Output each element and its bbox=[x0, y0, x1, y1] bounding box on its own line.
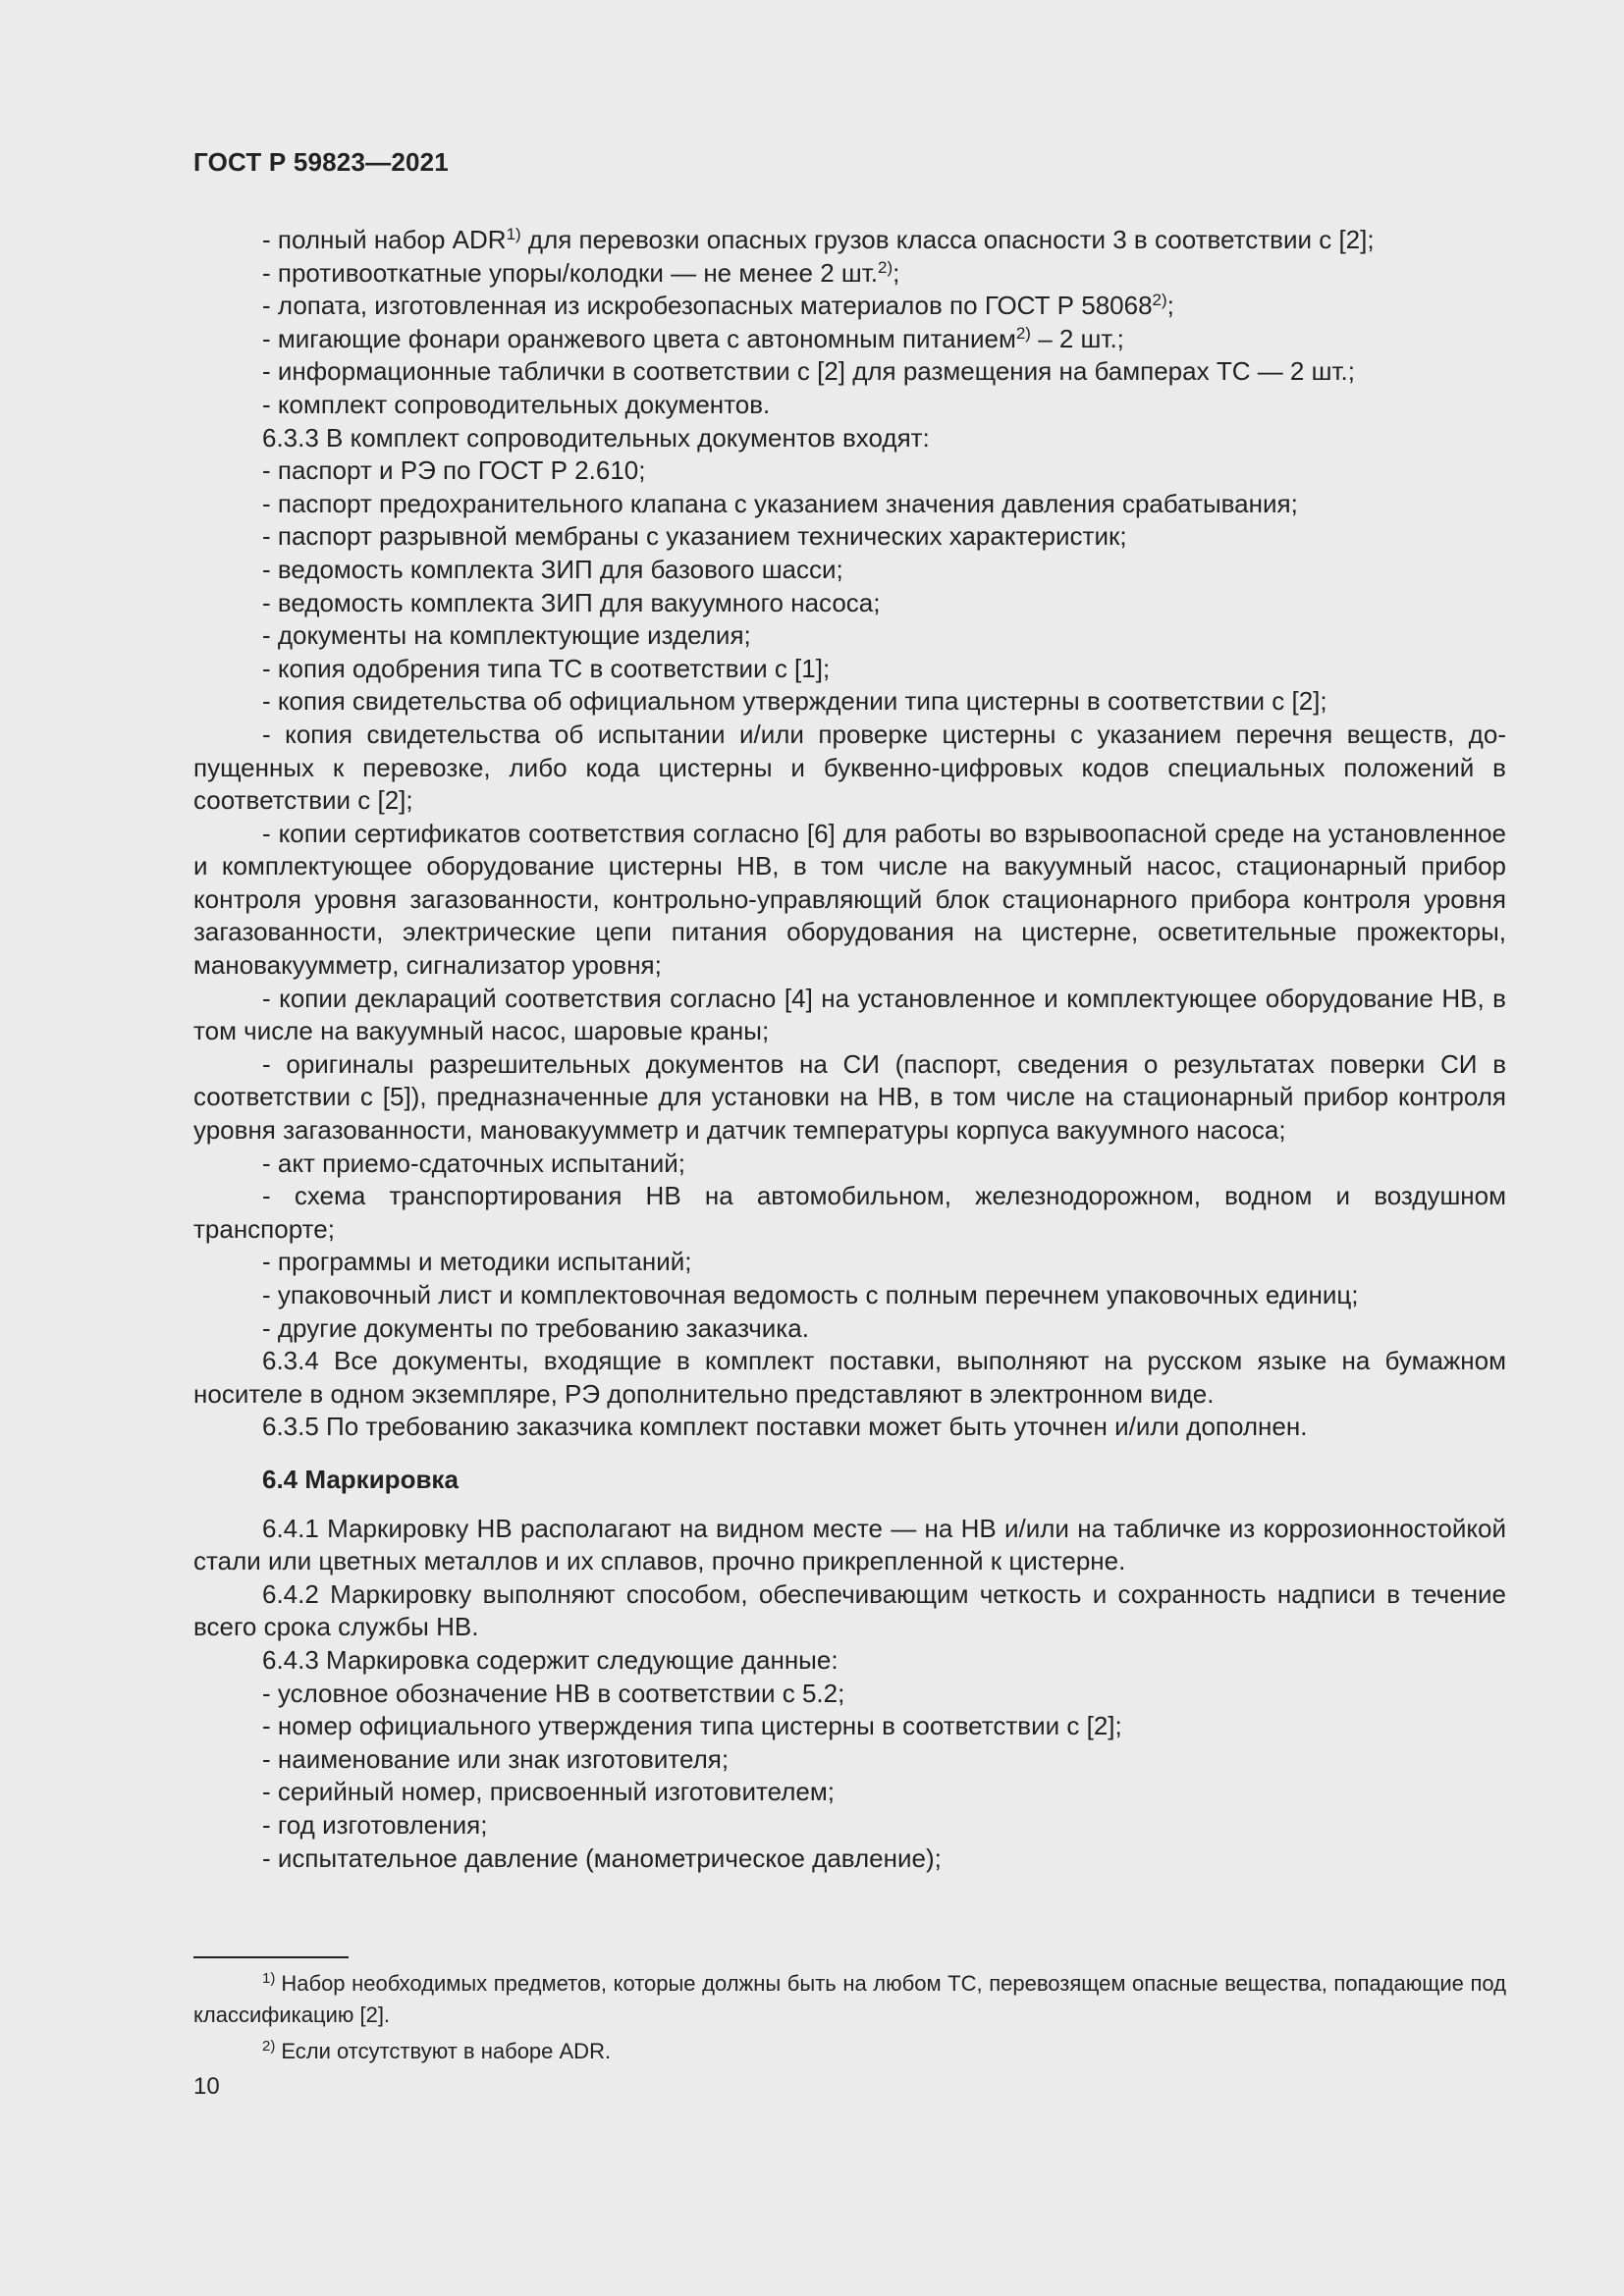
footnote-mark: 2) bbox=[262, 2038, 276, 2055]
list-item: - наименование или знак изготовителя; bbox=[262, 1743, 730, 1774]
list-item: - ведомость комплекта ЗИП для вакуумного насоса; bbox=[262, 587, 881, 617]
footnote bbox=[193, 1963, 1506, 2031]
footnote-text: Набор необходимых предметов, которые должны быть на любом ТС, перевозящем опасные вещества, попадающие под классификацию [2]. bbox=[193, 1971, 1506, 2027]
list-item: - лопата, изготовленная из искробезопасных материалов по ГОСТ Р 58068$^{2)}$; bbox=[262, 291, 1174, 321]
footnote-separator bbox=[193, 1956, 349, 1958]
document-body bbox=[193, 224, 1506, 1875]
list-item: - паспорт предохранительного клапана с указанием значения давления срабатывания; bbox=[262, 488, 1298, 518]
list-item: - оригиналы разрешительных документов на СИ (паспорт, сведения о результатах поверки СИ в соответствии с [5]), предназначенные для установки на НВ, в том числе на стационарный прибор контроля уровня загазованности, мановакуумметр и датчик температуры корпуса вакуумного насоса; bbox=[193, 1048, 1506, 1146]
list-item: - полный набор ADR$^{1)}$ для перевозки опасных грузов класса опасности 3 в соответствии с [2]; bbox=[262, 225, 1375, 254]
list-item: - копия свидетельства об испытании и/или проверке цистерны с указанием перечня веществ, допущенных к перевозке, либо кода цистерны и буквенно-цифровых кодов специальных положений в соответствии с [2]; bbox=[193, 719, 1506, 816]
list-item: - ведомость комплекта ЗИП для базового шасси; bbox=[262, 554, 843, 584]
list-item: - программы и методики испытаний; bbox=[262, 1247, 692, 1277]
page-number: 10 bbox=[193, 2073, 220, 2100]
footnote-mark: 1) bbox=[262, 1970, 276, 1987]
list-item: - копии деклараций соответствия согласно [4] на установленное и комплектующее оборудование НВ, в том числе на вакуумный насос, шаровые краны; bbox=[193, 983, 1506, 1046]
clause-6-4-3: 6.4.3 Маркировка содержит следующие данные: bbox=[262, 1644, 839, 1675]
list-item: - упаковочный лист и комплектовочная ведомость с полным перечнем упаковочных единиц; bbox=[262, 1280, 1359, 1309]
document-header: ГОСТ Р 59823—2021 bbox=[193, 147, 449, 177]
list-item: - акт приемо-сдаточных испытаний; bbox=[262, 1148, 686, 1178]
list-item: - паспорт разрывной мембраны с указанием технических характеристик; bbox=[262, 521, 1127, 552]
clause-6-3-5: 6.3.5 По требованию заказчика комплект поставки может быть уточнен и/или дополнен. bbox=[262, 1412, 1308, 1442]
list-item: - номер официального утверждения типа цистерны в соответствии с [2]; bbox=[262, 1711, 1122, 1741]
list-item: - информационные таблички в соответствии с [2] для размещения на бамперах ТС — 2 шт.; bbox=[262, 356, 1355, 387]
footnotes bbox=[193, 1963, 1506, 2067]
list-item: - год изготовления; bbox=[262, 1809, 488, 1840]
footnote bbox=[193, 2031, 1506, 2067]
section-heading: 6.4 Маркировка bbox=[262, 1464, 459, 1494]
clause-6-4-2: 6.4.2 Маркировку выполняют способом, обеспечивающим четкость и сохранность надписи в течение всего срока службы НВ. bbox=[193, 1578, 1506, 1642]
clause-6-4-1: 6.4.1 Маркировку НВ располагают на видном месте — на НВ и/или на табличке из коррозионностойкой стали или цветных металлов и их сплавов, прочно прикрепленной к цистерне. bbox=[193, 1513, 1506, 1576]
list-item: - копия свидетельства об официальном утверждении типа цистерны в соответствии с [2]; bbox=[262, 686, 1327, 717]
list-item: - противооткатные упоры/колодки — не менее 2 шт.$^{2)}$; bbox=[262, 257, 900, 288]
list-item: - другие документы по требованию заказчика. bbox=[262, 1312, 809, 1343]
list-item: - копии сертификатов соответствия согласно [6] для работы во взрывоопасной среде на установленное и комплектующее оборудование цистерны НВ, в том числе на вакуумный насос, стационарный прибор контроля уровня загазованности, контрольно-управляющий блок стационарного прибора контроля уровня загазованности, электрические цепи питания оборудования на цистерне, осветительные прожекторы, мановакуумметр, сигнализатор уровня; bbox=[193, 818, 1506, 981]
clause-6-3-3: 6.3.3 В комплект сопроводительных документов входят: bbox=[262, 422, 930, 453]
list-item: - копия одобрения типа ТС в соответствии с [1]; bbox=[262, 653, 831, 683]
list-item: - документы на комплектующие изделия; bbox=[262, 620, 751, 651]
footnote-text: Если отсутствуют в наборе ADR. bbox=[281, 2039, 612, 2063]
list-item: - мигающие фонари оранжевого цвета с автономным питанием$^{2)}$ – 2 шт.; bbox=[262, 323, 1124, 353]
list-item: - серийный номер, присвоенный изготовителем; bbox=[262, 1777, 835, 1807]
list-item: - паспорт и РЭ по ГОСТ Р 2.610; bbox=[262, 455, 646, 486]
list-item: - комплект сопроводительных документов. bbox=[262, 389, 771, 419]
list-item: - испытательное давление (манометрическое давление); bbox=[262, 1842, 942, 1873]
clause-6-3-4: 6.3.4 Все документы, входящие в комплект поставки, выполняют на русском языке на бумажном носителе в одном экземпляре, РЭ дополнительно представляют в электронном виде. bbox=[193, 1346, 1506, 1409]
list-item: - условное обозначение НВ в соответствии с 5.2; bbox=[262, 1678, 845, 1708]
list-item: - схема транспортирования НВ на автомобильном, железнодорожном, водном и воздушном транспорте; bbox=[193, 1181, 1506, 1244]
